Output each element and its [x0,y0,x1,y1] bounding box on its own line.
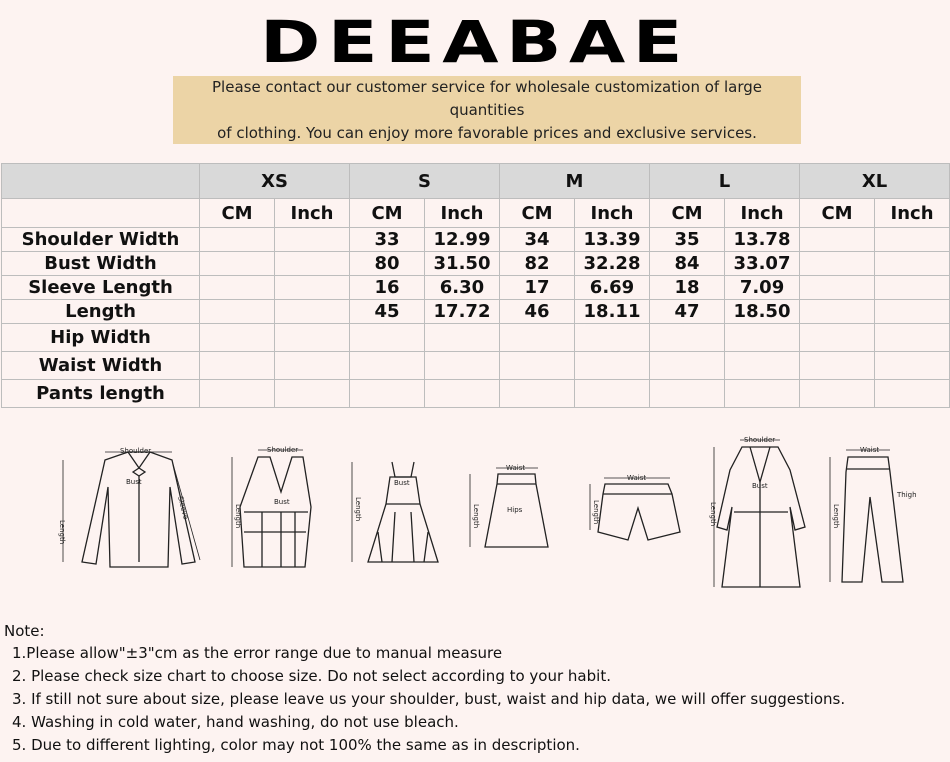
size-value-cell: 82 [500,252,575,276]
size-value-cell: 13.78 [725,228,800,252]
tank-top-diagram-icon [232,446,311,567]
size-value-cell [350,380,425,408]
size-value-cell [875,380,950,408]
size-value-cell [725,352,800,380]
unit-inch: Inch [275,199,350,228]
size-value-cell: 12.99 [425,228,500,252]
size-value-cell [725,324,800,352]
size-value-cell [275,300,350,324]
size-row [2,228,950,252]
size-value-cell [200,352,275,380]
size-value-cell: 46 [500,300,575,324]
size-value-cell: 32.28 [575,252,650,276]
size-value-cell [350,352,425,380]
tank-bust-label: Bust [274,498,290,506]
blouse-sleeve-label: Sleeve [176,495,190,521]
size-value-cell: 84 [650,252,725,276]
unit-header-row [2,199,950,228]
size-value-cell [200,380,275,408]
size-value-cell [500,324,575,352]
unit-cm: CM [650,199,725,228]
size-value-cell [800,252,875,276]
size-value-cell [275,276,350,300]
tank-shoulder-label: Shoulder [267,446,299,454]
unit-cm: CM [350,199,425,228]
size-value-cell [200,324,275,352]
measurement-label: Length [2,300,200,324]
unit-inch: Inch [575,199,650,228]
size-value-cell [425,380,500,408]
notice-line-2: of clothing. You can enjoy more favorable prices and exclusive services. [217,123,757,142]
size-row [2,380,950,408]
unit-inch: Inch [425,199,500,228]
unit-cm: CM [200,199,275,228]
size-value-cell: 80 [350,252,425,276]
pants-length-label: Length [832,504,840,529]
size-value-cell: 34 [500,228,575,252]
size-value-cell [200,300,275,324]
shorts-waist-label: Waist [627,474,647,482]
measurement-label: Hip Width [2,324,200,352]
size-value-cell: 6.30 [425,276,500,300]
measurement-diagrams [0,412,950,592]
skirt-waist-label: Waist [506,464,526,472]
shorts-diagram-icon [590,474,680,540]
size-value-cell: 35 [650,228,725,252]
size-header-m: M [500,164,650,199]
size-value-cell [875,352,950,380]
size-row [2,300,950,324]
note-item: 5. Due to different lighting, color may not 100% the same as in description. [12,736,580,754]
size-value-cell [575,352,650,380]
size-chart-table [1,163,950,408]
corner-cell [2,164,200,199]
size-value-cell: 17.72 [425,300,500,324]
size-value-cell: 33 [350,228,425,252]
size-value-cell [275,324,350,352]
size-value-cell: 17 [500,276,575,300]
size-value-cell: 18 [650,276,725,300]
size-row [2,252,950,276]
unit-cm: CM [800,199,875,228]
size-value-cell [875,228,950,252]
unit-inch: Inch [725,199,800,228]
size-value-cell [650,324,725,352]
pants-waist-label: Waist [860,446,880,454]
measurement-label: Waist Width [2,352,200,380]
size-value-cell [425,352,500,380]
size-value-cell [200,228,275,252]
brand-logo [255,10,695,72]
blouse-shoulder-label: Shoulder [120,447,152,455]
size-value-cell [725,380,800,408]
size-value-cell [350,324,425,352]
size-value-cell [875,300,950,324]
size-value-cell: 31.50 [425,252,500,276]
size-value-cell: 16 [350,276,425,300]
size-row [2,324,950,352]
dress-bust-label: Bust [394,479,410,487]
dress-diagram-icon [352,462,438,562]
size-value-cell [275,380,350,408]
size-row [2,352,950,380]
size-value-cell [650,352,725,380]
coat-diagram-icon [709,436,805,587]
size-value-cell [800,380,875,408]
size-value-cell: 6.69 [575,276,650,300]
size-value-cell [275,352,350,380]
coat-shoulder-label: Shoulder [744,436,776,444]
skirt-diagram-icon [470,464,548,547]
size-value-cell [800,324,875,352]
skirt-length-label: Length [472,504,480,529]
size-value-cell: 45 [350,300,425,324]
unit-corner-cell [2,199,200,228]
blouse-bust-label: Bust [126,478,142,486]
size-row [2,276,950,300]
measurement-label: Sleeve Length [2,276,200,300]
size-value-cell [500,352,575,380]
size-value-cell: 7.09 [725,276,800,300]
notes-title: Note: [4,622,45,640]
size-value-cell [200,252,275,276]
blouse-diagram-icon [58,447,200,567]
size-value-cell: 33.07 [725,252,800,276]
unit-inch: Inch [875,199,950,228]
dress-length-label: Length [354,497,362,522]
note-item: 3. If still not sure about size, please leave us your shoulder, bust, waist and hip data, we will offer suggestions. [12,690,846,708]
tank-length-label: Length [234,504,242,529]
size-value-cell: 13.39 [575,228,650,252]
measurement-label: Pants length [2,380,200,408]
notes-section [4,620,944,757]
skirt-hips-label: Hips [507,506,523,514]
size-value-cell [875,252,950,276]
size-value-cell [575,324,650,352]
size-header-s: S [350,164,500,199]
size-header-row [2,164,950,199]
note-item: 2. Please check size chart to choose size. Do not select according to your habit. [12,667,611,685]
pants-thigh-label: Thigh [897,491,917,499]
size-value-cell [275,252,350,276]
size-value-cell [800,228,875,252]
size-value-cell [875,276,950,300]
size-value-cell [800,300,875,324]
unit-cm: CM [500,199,575,228]
notice-line-1: Please contact our customer service for wholesale customization of large quantities [212,77,762,119]
measurement-label: Bust Width [2,252,200,276]
size-value-cell: 18.11 [575,300,650,324]
pants-diagram-icon [830,446,917,582]
coat-bust-label: Bust [752,482,768,490]
size-value-cell [200,276,275,300]
measurement-label: Shoulder Width [2,228,200,252]
brand-name: DEEABAE [260,10,690,72]
wholesale-notice [173,76,801,144]
size-value-cell [875,324,950,352]
size-value-cell [425,324,500,352]
shorts-length-label: Length [592,500,600,525]
size-value-cell [500,380,575,408]
size-header-xs: XS [200,164,350,199]
size-value-cell [650,380,725,408]
size-value-cell [275,228,350,252]
coat-length-label: Length [709,502,717,527]
size-value-cell: 18.50 [725,300,800,324]
note-item: 4. Washing in cold water, hand washing, do not use bleach. [12,713,459,731]
size-header-l: L [650,164,800,199]
size-value-cell [575,380,650,408]
note-item: 1.Please allow"±3"cm as the error range due to manual measure [12,644,503,662]
blouse-length-label: Length [58,520,66,545]
brand-header [0,10,950,72]
size-value-cell: 47 [650,300,725,324]
size-value-cell [800,276,875,300]
size-value-cell [800,352,875,380]
size-header-xl: XL [800,164,950,199]
